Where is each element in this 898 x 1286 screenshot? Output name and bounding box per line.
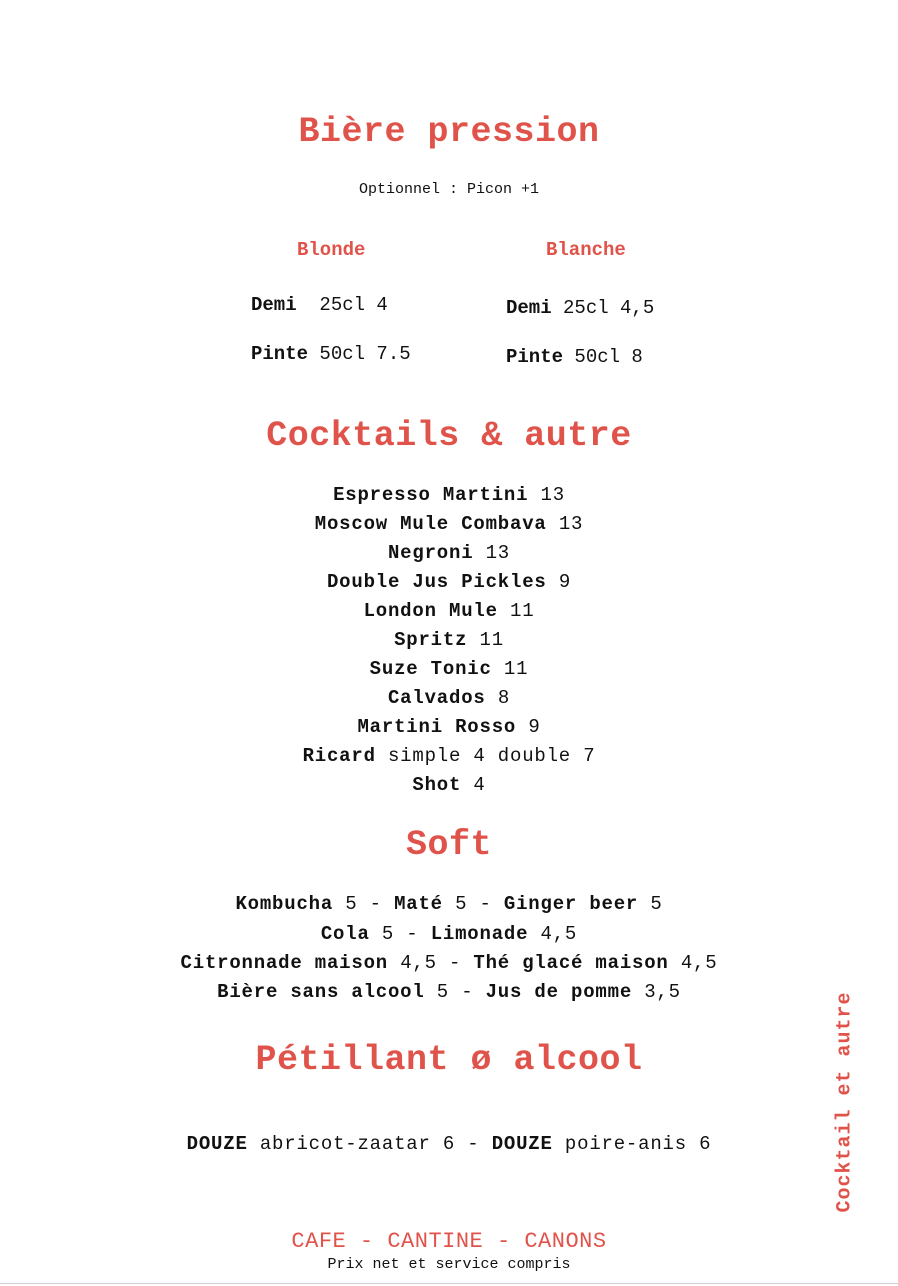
beer-detail: 50cl 7.5 — [319, 343, 411, 365]
separator: - — [369, 893, 382, 915]
soft-item-price: 5 — [436, 981, 449, 1003]
footer-brand: CAFE - CANTINE - CANONS — [291, 1229, 607, 1254]
cocktail-price: 8 — [497, 687, 511, 709]
soft-item-price: 3,5 — [644, 981, 681, 1003]
cocktail-name: Suze Tonic — [369, 658, 492, 680]
cocktail-name: Moscow Mule Combava — [314, 513, 547, 535]
cocktail-name: Spritz — [394, 629, 468, 651]
soft-item-name: Bière sans alcool — [217, 981, 425, 1003]
cocktail-price: 11 — [479, 629, 504, 651]
soft-item-name: Thé glacé maison — [473, 952, 669, 974]
soft-item-price: 4,5 — [400, 952, 437, 974]
cocktail-name: London Mule — [363, 600, 498, 622]
cocktail-item — [0, 716, 898, 738]
cocktail-price: 13 — [485, 542, 511, 564]
cocktail-item — [0, 745, 898, 767]
beer-detail: 50cl 8 — [574, 346, 643, 368]
cocktail-price: 11 — [510, 600, 535, 622]
sparkling-item-price: abricot-zaatar 6 — [259, 1133, 456, 1155]
cocktail-price: 4 — [473, 774, 486, 796]
soft-item-price: 4,5 — [540, 923, 578, 945]
cocktail-price: 13 — [540, 484, 565, 506]
beer-size: Demi — [506, 297, 552, 319]
beer-row — [506, 346, 643, 368]
separator: - — [461, 981, 474, 1003]
cocktail-name: Negroni — [387, 542, 474, 564]
sparkling-section-title: Pétillant ø alcool — [255, 1040, 643, 1080]
soft-item-name: Cola — [320, 923, 370, 945]
cocktail-item — [0, 571, 898, 593]
soft-section-title: Soft — [405, 825, 492, 865]
cocktail-price: 9 — [528, 716, 541, 738]
cocktails-section-title: Cocktails & autre — [266, 416, 632, 456]
cocktail-price: simple 4 double 7 — [387, 745, 596, 767]
beer-detail: 25cl 4,5 — [563, 297, 655, 319]
cocktail-name: Ricard — [302, 745, 376, 767]
separator: - — [406, 923, 419, 945]
side-label: Cocktail et autre — [833, 991, 857, 1213]
cocktail-item — [0, 513, 898, 535]
cocktail-item — [0, 774, 898, 796]
soft-item-name: Maté — [394, 893, 443, 915]
cocktail-name: Shot — [412, 774, 462, 796]
beer-detail: 25cl 4 — [319, 294, 388, 316]
cocktail-price: 11 — [503, 658, 529, 680]
cocktail-item — [0, 600, 898, 622]
beer-row — [506, 297, 654, 319]
cocktail-name: Double Jus Pickles — [326, 571, 547, 593]
page-bottom-rule — [0, 1283, 898, 1284]
beer-row — [251, 294, 388, 316]
cocktail-name: Martini Rosso — [357, 716, 517, 738]
cocktail-name: Calvados — [387, 687, 486, 709]
cocktail-item — [0, 658, 898, 680]
separator: - — [449, 952, 462, 974]
sparkling-item-name: DOUZE — [491, 1133, 553, 1155]
cocktail-price: 13 — [558, 513, 584, 535]
soft-line — [0, 952, 898, 974]
beer-column-blonde-title: Blonde — [297, 239, 366, 261]
beer-size: Pinte — [506, 346, 564, 368]
sparkling-line — [0, 1133, 898, 1155]
soft-line — [0, 923, 898, 945]
beer-optional-note: Optionnel : Picon +1 — [358, 181, 540, 198]
sparkling-item-name: DOUZE — [186, 1133, 248, 1155]
soft-item-price: 5 — [381, 923, 395, 945]
cocktail-price: 9 — [558, 571, 572, 593]
cocktail-item — [0, 484, 898, 506]
soft-item-name: Ginger beer — [503, 893, 639, 915]
soft-line — [0, 981, 898, 1003]
separator: - — [479, 893, 492, 915]
soft-item-name: Jus de pomme — [485, 981, 633, 1003]
soft-line — [0, 893, 898, 915]
soft-item-price: 5 — [650, 893, 663, 915]
beer-row — [251, 343, 411, 365]
beer-column-blanche-title: Blanche — [546, 239, 626, 261]
soft-item-name: Kombucha — [235, 893, 334, 915]
cocktail-name: Espresso Martini — [333, 484, 529, 506]
cocktail-item — [0, 687, 898, 709]
soft-item-price: 5 — [455, 893, 468, 915]
soft-item-price: 5 — [345, 893, 358, 915]
separator: - — [467, 1133, 480, 1155]
beer-section-title: Bière pression — [298, 112, 600, 152]
footer-note: Prix net et service compris — [327, 1256, 571, 1273]
beer-size: Demi — [251, 294, 297, 316]
cocktail-item — [0, 629, 898, 651]
cocktail-item — [0, 542, 898, 564]
beer-size: Pinte — [251, 343, 309, 365]
sparkling-item-price: poire-anis 6 — [564, 1133, 712, 1155]
soft-item-name: Citronnade maison — [180, 952, 388, 974]
soft-item-price: 4,5 — [680, 952, 718, 974]
soft-item-name: Limonade — [430, 923, 529, 945]
